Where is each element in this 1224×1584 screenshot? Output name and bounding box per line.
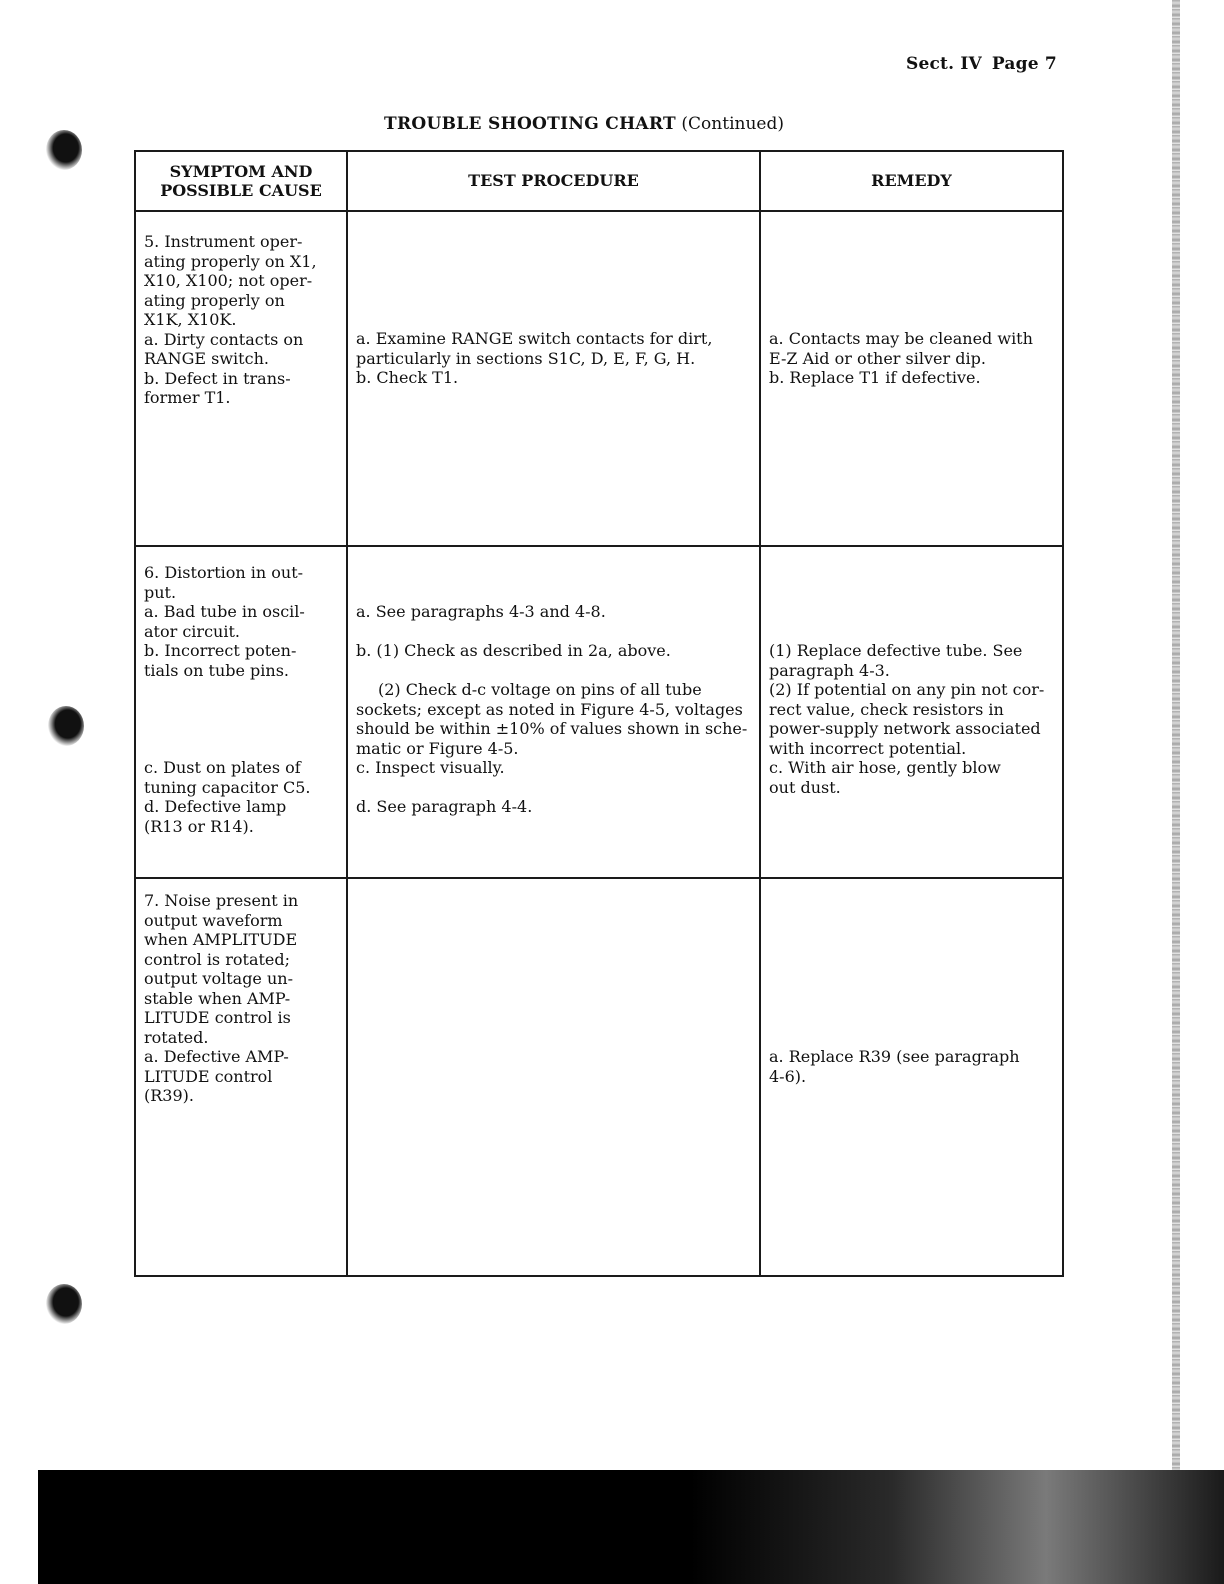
- cell-line: a. Contacts may be cleaned with: [769, 329, 1033, 348]
- binder-hole-mark-top: [46, 130, 82, 170]
- cell-line: c. Inspect visually.: [356, 758, 505, 777]
- cell-line: (2) If potential on any pin not cor-: [769, 680, 1045, 699]
- test-procedure-cell: [347, 211, 760, 546]
- cell-line: stable when AMP-: [144, 988, 291, 1008]
- symptom-cell: [135, 211, 347, 546]
- column-header-remedy: REMEDY: [760, 151, 1063, 211]
- test-procedure-cell: [347, 878, 760, 1276]
- spacer: [356, 622, 751, 642]
- cell-line: a. Dirty contacts on: [144, 329, 304, 349]
- cell-line: a. Replace R39 (see paragraph: [769, 1047, 1020, 1066]
- cell-line: d. See paragraph 4-4.: [356, 797, 533, 816]
- cell-line: tials on tube pins.: [144, 660, 290, 680]
- chart-title-text: TROUBLE SHOOTING CHART: [384, 114, 677, 134]
- cell-line: b. (1) Check as described in 2a, above.: [356, 641, 671, 660]
- page-header: [906, 54, 1067, 74]
- cell-line: 5. Instrument oper-: [144, 232, 303, 251]
- cell-line: when AMPLITUDE: [144, 930, 298, 949]
- test-procedure-cell: [347, 546, 760, 878]
- cell-line: LITUDE control is: [144, 1008, 291, 1027]
- column-header-symptom: [135, 151, 347, 211]
- cell-line: with incorrect potential.: [769, 738, 967, 758]
- spacer: [356, 778, 751, 798]
- cell-line: should be within ±10% of values shown in sche-: [356, 719, 748, 738]
- cell-line: output waveform: [144, 910, 283, 930]
- cell-line: X10, X100; not oper-: [144, 271, 313, 290]
- scan-bottom-shadow: [38, 1470, 1224, 1584]
- remedy-cell: [760, 211, 1063, 546]
- page-number: Page 7: [991, 54, 1057, 74]
- table-row: [135, 546, 1063, 878]
- cell-line: paragraph 4-3.: [769, 660, 890, 680]
- chart-title: [134, 114, 1034, 134]
- spacer: [144, 719, 338, 739]
- cell-line: ator circuit.: [144, 621, 240, 641]
- cell-line: c. With air hose, gently blow: [769, 758, 1001, 777]
- trouble-shooting-table: [134, 150, 1064, 1277]
- spacer: [769, 583, 1054, 603]
- table-row: [135, 878, 1063, 1276]
- cell-line: rect value, check resistors in: [769, 699, 1004, 719]
- cell-line: c. Dust on plates of: [144, 758, 301, 777]
- symptom-cell: [135, 546, 347, 878]
- cell-line: d. Defective lamp: [144, 797, 287, 816]
- spacer: [144, 700, 338, 720]
- cell-line: (R39).: [144, 1086, 194, 1105]
- cell-line: rotated.: [144, 1027, 209, 1047]
- cell-line: matic or Figure 4-5.: [356, 738, 519, 758]
- spacer: [356, 661, 751, 681]
- cell-line: 7. Noise present in: [144, 891, 299, 910]
- cell-line: a. See paragraphs 4-3 and 4-8.: [356, 602, 606, 621]
- cell-line: out dust.: [769, 777, 841, 797]
- spacer: [769, 563, 1054, 583]
- spacer: [769, 622, 1054, 642]
- cell-line: b. Defect in trans-: [144, 368, 291, 388]
- binder-hole-mark-middle: [48, 706, 84, 746]
- cell-line: (1) Replace defective tube. See: [769, 641, 1023, 660]
- spacer: [356, 583, 751, 603]
- cell-line: former T1.: [144, 388, 231, 407]
- cell-line: 4-6).: [769, 1066, 807, 1086]
- cell-line: particularly in sections S1C, D, E, F, G, H.: [356, 348, 696, 368]
- remedy-cell: [760, 546, 1063, 878]
- cell-line: tuning capacitor C5.: [144, 777, 311, 797]
- table-row: [135, 211, 1063, 546]
- cell-line: a. Bad tube in oscil-: [144, 602, 305, 621]
- cell-line: power-supply network associated: [769, 719, 1041, 738]
- spacer: [144, 680, 338, 700]
- cell-line: 6. Distortion in out-: [144, 563, 304, 582]
- cell-line: b. Incorrect poten-: [144, 641, 297, 660]
- symptom-cell: [135, 878, 347, 1276]
- cell-line: a. Examine RANGE switch contacts for dirt,: [356, 329, 713, 348]
- column-header-line: SYMPTOM AND: [169, 161, 313, 181]
- scan-edge-shadow: [1172, 0, 1180, 1470]
- cell-line: sockets; except as noted in Figure 4-5, voltages: [356, 699, 743, 719]
- cell-line: b. Check T1.: [356, 368, 459, 387]
- cell-line: E-Z Aid or other silver dip.: [769, 348, 986, 368]
- cell-line: (R13 or R14).: [144, 816, 254, 836]
- cell-line: LITUDE control: [144, 1066, 273, 1086]
- cell-line: b. Replace T1 if defective.: [769, 368, 981, 387]
- cell-line: output voltage un-: [144, 969, 293, 988]
- cell-line: ating properly on: [144, 290, 285, 310]
- spacer: [769, 602, 1054, 622]
- table-header-row: [135, 151, 1063, 211]
- chart-title-continued: (Continued): [681, 114, 784, 134]
- column-header-test-procedure: TEST PROCEDURE: [347, 151, 760, 211]
- binder-hole-mark-bottom: [46, 1284, 82, 1324]
- cell-line: a. Defective AMP-: [144, 1047, 289, 1066]
- spacer: [144, 739, 338, 759]
- section-label: Sect. IV: [906, 54, 982, 74]
- cell-line: control is rotated;: [144, 949, 291, 969]
- cell-line: ating properly on X1,: [144, 251, 317, 271]
- cell-line: X1K, X10K.: [144, 310, 237, 329]
- cell-line: (2) Check d-c voltage on pins of all tube: [378, 680, 702, 699]
- column-header-line: POSSIBLE CAUSE: [160, 181, 322, 200]
- cell-line: RANGE switch.: [144, 349, 269, 368]
- remedy-cell: [760, 878, 1063, 1276]
- spacer: [356, 563, 751, 583]
- cell-line: put.: [144, 582, 177, 602]
